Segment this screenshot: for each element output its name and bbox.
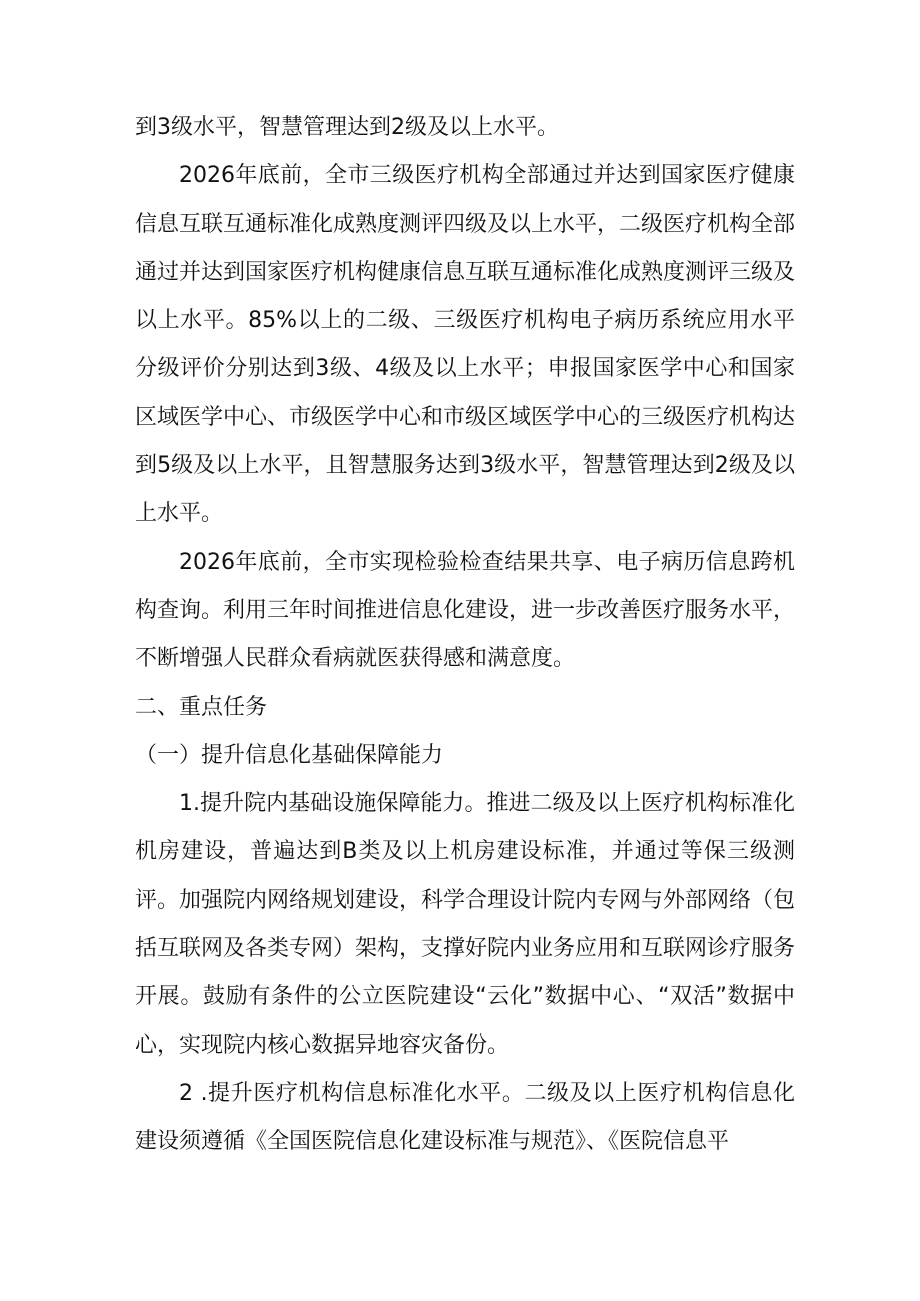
paragraph-item-2-standardization: 2 .提升医疗机构信息标准化水平。二级及以上医疗机构信息化建设须遵循《全国医院信息化建设标准与规范》、《医院信息平 — [135, 1080, 795, 1155]
subsection-heading-infrastructure: （一）提升信息化基础保障能力 — [135, 742, 444, 768]
paragraph-item-1-infrastructure: 1.提升院内基础设施保障能力。推进二级及以上医疗机构标准化机房建设，普遍达到B类及以上机房建设标准，并通过等保三级测评。加强院内网络规划建设，科学合理设计院内专网与外部网络（包括互联网及各类专网）架构，支撑好院内业务应用和互联网诊疗服务开展。鼓励有条件的公立医院建设“云化”数据中心、“双活”数据中心，实现院内核心数据异地容灾备份。 — [135, 791, 796, 1058]
paragraph-continuation: 到3级水平，智慧管理达到2级及以上水平。 — [135, 115, 559, 140]
paragraph-targets-2026-sharing: 2026年底前，全市实现检验检查结果共享、电子病历信息跨机构查询。利用三年时间推进信息化建设，进一步改善医疗服务水平，不断增强人民群众看病就医获得感和满意度。 — [135, 549, 796, 672]
paragraph-targets-2026-assessment: 2026年底前，全市三级医疗机构全部通过并达到国家医疗健康信息互联互通标准化成熟度测评四级及以上水平，二级医疗机构全部通过并达到国家医疗机构健康信息互联互通标准化成熟度测评三级及以上水平。85%以上的二级、三级医疗机构电子病历系统应用水平分级评价分别达到3级、4级及以上水平；申报国家医学中心和国家区域医学中心、市级医学中心和市级区域医学中心的三级医疗机构达到5级及以上水平，且智慧服务达到3级水平，智慧管理达到2级及以上水平。 — [135, 163, 796, 527]
document-body — [135, 104, 795, 1167]
section-heading-key-tasks: 二、重点任务 — [135, 694, 268, 720]
